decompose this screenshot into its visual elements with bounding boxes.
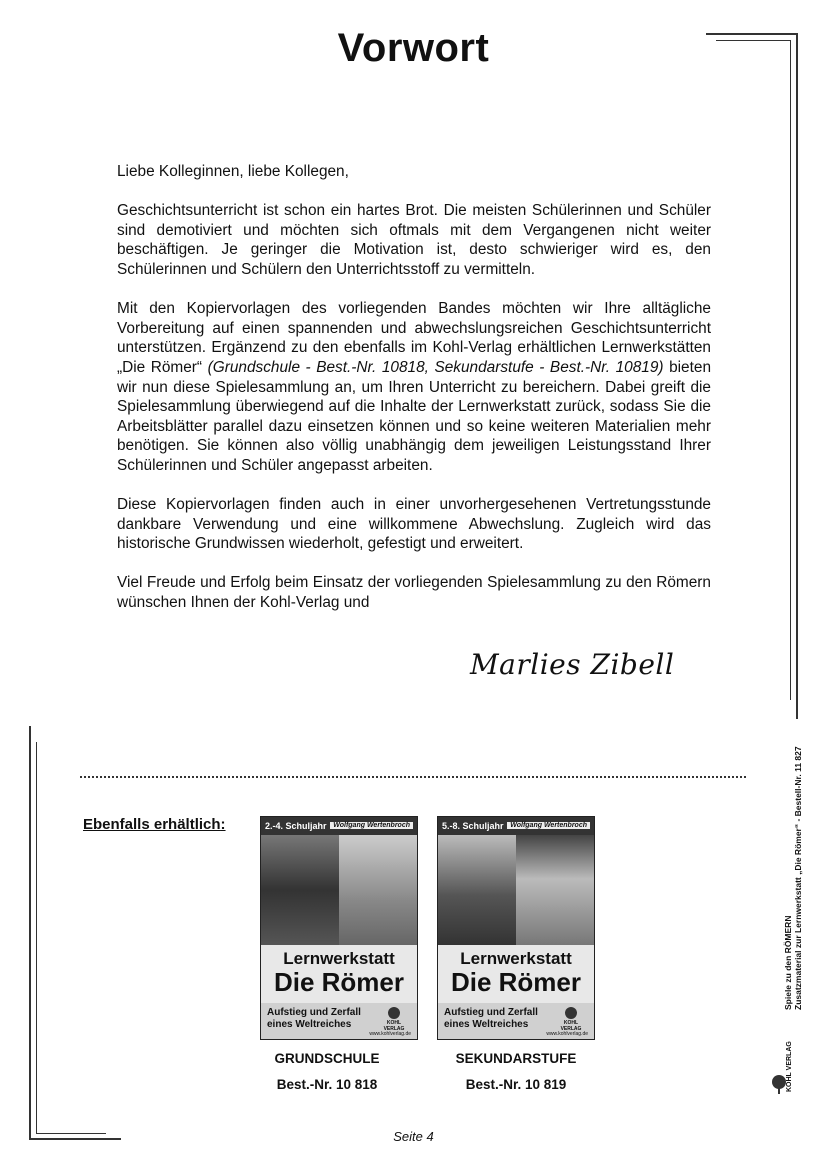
foreword-text [117,162,711,632]
book-order-grundschule: Best.-Nr. 10 818 [276,1077,378,1092]
paragraph-4: Viel Freude und Erfolg beim Einsatz der vorliegenden Spielesammlung zu den Römern wünschen Ihnen der Kohl-Verlag und [117,574,711,612]
paragraph-3: Diese Kopiervorlagen finden auch in einer unvorhergesehenen Vertretungsstunde dankbare Verwendung und eine willkommene Abwechslung. Zugleich wird das historische Grundwissen wiederholt, gefestigt und erweitert. [117,496,711,553]
tree-icon [388,1007,400,1019]
statue-image [516,835,594,945]
also-available-text: Ebenfalls erhältlich [83,816,221,833]
book-cover-image [261,835,417,945]
side-publisher-logo-text: KOHL VERLAG [786,1041,793,1092]
also-available-label [83,816,226,833]
aqueduct-image [438,835,516,945]
book-cover-sekundarstufe [437,816,595,1040]
frame-bottom-left-vertical-inner [36,742,37,1134]
book-cover-header [438,817,594,835]
frame-top-right-vertical [796,33,798,719]
book-grade: 2.-4. Schuljahr [265,821,327,831]
frame-bottom-left-vertical [29,726,31,1140]
paragraph-1: Geschichtsunterricht ist schon ein hartes Brot. Die meisten Schülerinnen und Schüler sind demotiviert und möchten sich oftmals mit dem Vergangenen nicht weiter beschäftigen. Je geringer die Motivation ist, desto schwieriger wird es, den Schülerinnen und Schülern den Unterrichtsstoff zu vermitteln. [117,202,711,278]
book-cover-header [261,817,417,835]
book-caption-sekundarstufe: SEKUNDARSTUFE [455,1051,577,1066]
publisher-logo-text: KOHL VERLAG [560,1020,582,1032]
frame-top-right-vertical-inner [790,40,791,700]
page-number: Seite 4 [393,1129,434,1144]
book-cover-image [438,835,594,945]
publisher-logo-text: KOHL VERLAG [383,1020,405,1032]
book-cover-grundschule [260,816,418,1040]
paragraph-2-order-numbers: (Grundschule - Best.-Nr. 10818, Sekundarstufe - Best.-Nr. 10819) [207,358,664,376]
also-available-colon: : [220,816,226,833]
publisher-logo [377,1007,411,1032]
book-subtitle: Aufstieg und Zerfall eines Weltreiches [444,1007,538,1030]
book-title-line-1: Lernwerkstatt [460,949,572,968]
book-title-line-1: Lernwerkstatt [283,949,395,968]
side-line-1: Spiele zu den RÖMERN [783,915,793,1010]
book-title-line-2: Die Römer [273,967,405,997]
dotted-divider [80,776,746,778]
paragraph-2-part-b: bieten wir nun diese Spielesammlung an, um Ihren Unterricht zu bereichern. Dabei greift die Spielesammlung überwiegend auf die Inhalte der Lernwerkstatt zurück, sodass Sie die Arbeitsblätter parallel dazu einsetzen können und so keine weiteren Materialien mehr benötigen. Sie können also völlig unabhängig dem jeweiligen Leistungsstand Ihrer Schülerinnen und Schüler angepasst arbeiten. [117,358,712,474]
book-author: Wolfgang Wertenbroch [507,822,590,829]
soldiers-image [261,835,339,945]
book-url: www.kohlverlag.de [546,1031,588,1037]
book-subtitle: Aufstieg und Zerfall eines Weltreiches [267,1007,361,1030]
side-series-info [783,746,803,1010]
book-title-line-2: Die Römer [450,967,582,997]
book-order-sekundarstufe: Best.-Nr. 10 819 [465,1077,567,1092]
book-url: www.kohlverlag.de [369,1031,411,1037]
paragraph-2 [117,299,711,475]
greeting: Liebe Kolleginnen, liebe Kollegen, [117,163,349,180]
colosseum-image [339,835,417,945]
book-author: Wolfgang Wertenbroch [330,822,413,829]
tree-icon [565,1007,577,1019]
book-grade: 5.-8. Schuljahr [442,821,504,831]
paragraph-2-part-a: Mit den Kopiervorlagen des vorliegenden Bandes möchten wir Ihre alltägliche Vorbereitung auf einen spannenden und abwechslungsreichen Geschichtsunterricht unterstützen. Ergänzend zu den ebenfalls im Kohl-Verlag erhältlichen Lernwerkstätten „Die Römer“ [117,300,711,376]
signature: Marlies Zibell [470,648,675,681]
page-title: Vorwort [337,26,490,70]
side-line-2: Zusatzmaterial zur Lernwerkstatt „Die Römer“ - Bestell-Nr. 11 827 [793,746,803,1010]
book-caption-grundschule: GRUNDSCHULE [274,1051,380,1066]
publisher-logo [554,1007,588,1032]
